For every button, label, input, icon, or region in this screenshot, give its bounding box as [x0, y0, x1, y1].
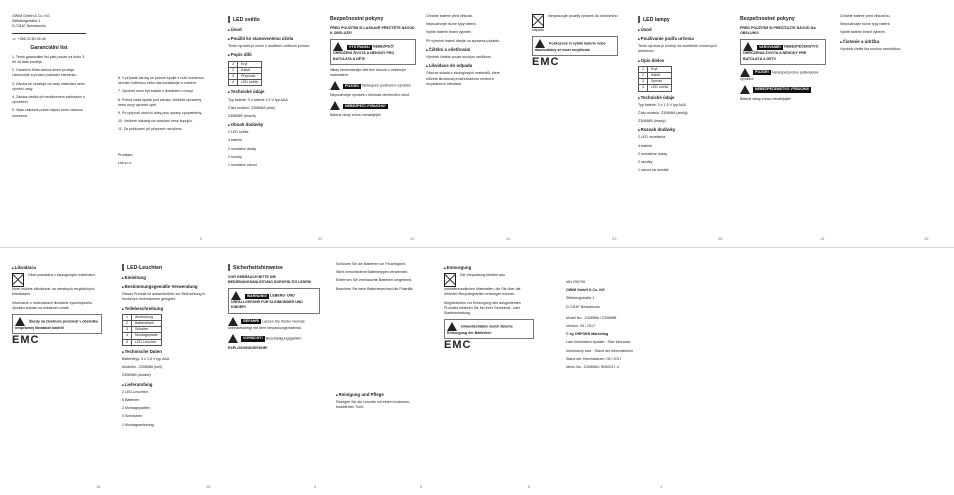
table-row: 3 Schalter	[123, 327, 162, 333]
address-line: D-74167 Neckarsulm	[566, 304, 600, 309]
table-row: 1 Kryt	[229, 61, 262, 67]
danger-row: GEFAHR! Lassen Sie Kinder niemals unbeaufsichtigt mit dem Verpackungsmaterial.	[228, 317, 320, 331]
safety-text: Nepoužívejte výrobek v blízkosti otevřeného ohně.	[330, 93, 411, 98]
intended-use-heading: ■ Používanie podľa určenia	[638, 36, 724, 42]
imprint-column	[566, 262, 666, 487]
emc-mark: EMC	[532, 56, 560, 69]
read-manual-note: PŘED POUŽITÍM SI LASKAVĚ PŘEČTĚTE NÁVOD K OBSLUZE!	[330, 26, 415, 36]
tech-row: Číslo modelu: Z30898A (lesklý)	[638, 110, 688, 115]
delivery-item: 1 návod na montáž	[638, 168, 669, 173]
battery-warning-text: Umweltschäden durch falsche Entsorgung der Batterien!	[447, 324, 513, 336]
warning-badge: VAROVANIE!	[759, 44, 782, 49]
ian-number: IAN 290799	[566, 280, 585, 284]
table-row: 4 LED světlo	[229, 80, 262, 86]
disposal-text: Möglichkeiten zur Entsorgung des ausgedienten Produkts erfahren Sie bei Ihrer Gemeinde- oder Stadtverwaltung.	[444, 300, 521, 315]
read-manual-note: PRED POUŽITÍM SI PREČÍTAJTE NÁVOD NA OBSLUHU!	[740, 26, 816, 36]
crossed-bin-icon	[12, 273, 24, 287]
address-line: D-74167 Neckarsulm	[12, 24, 46, 29]
parts-heading: ■ Teilebeschreibung	[122, 306, 212, 312]
seller-label: Prodejce:	[118, 152, 134, 157]
table-row: 3 Spínač	[639, 79, 672, 85]
guarantee-item: 11. Za poškození při přepravě neručíme.	[118, 127, 183, 132]
info-line: Stand der Informationen: 05 / 2017	[566, 356, 622, 361]
list-item: Chraňte baterie před vlhkostí.	[426, 14, 474, 18]
de-disposal-column	[444, 262, 534, 487]
page-number: 26	[718, 236, 723, 241]
disposal-text: Obal se skládá z ekologických materiálů, které můžete likvidovat prostřednictvím místních recyklačních středisek.	[426, 71, 500, 86]
warning-badge: VÝSTRAHA!	[349, 44, 370, 49]
delivery-item: 1 Montageanleitung	[122, 422, 154, 427]
explosion-warning: EXPLOSIONSGEFAHR!	[228, 345, 268, 350]
page-number: 18	[96, 484, 101, 489]
danger-row: NEBEZPEČÍ VÝBUCHU!	[330, 101, 416, 110]
guarantee-item: 1. Tento garanciální list platí pouze na dobu 3 let od data prodeje.	[12, 54, 85, 65]
danger-row: NEBEZPEČENSTVO VÝBUCHU!	[740, 85, 826, 94]
battery-warning-box	[532, 36, 618, 56]
info-line: Last Information Update · Stav informací	[566, 340, 631, 345]
sk-intro-column	[638, 14, 724, 239]
warning-badge: WARNUNG!	[247, 293, 268, 298]
safety-heading: Bezpečnostní pokyny	[330, 16, 384, 22]
sk-safety-column	[740, 14, 826, 239]
safety-text: Batérie nikdy znovu nenabíjajte!	[740, 97, 791, 102]
page-number: 12	[410, 236, 415, 241]
list-item: Vybité baterie ihned vyjměte.	[426, 30, 473, 35]
guarantee-column-cz	[12, 14, 86, 239]
disposal-text: Informácie o možnostiach likvidácie vysluhujúceho výrobku získate na miestnom úrade.	[12, 300, 93, 310]
safety-text: Nikdy nenechávejte děti bez dozoru s obalovým materiálem.	[330, 67, 407, 78]
delivery-item: 2 skrutky	[638, 160, 653, 165]
list-item: Beachten Sie beim Batteriewechsel die Polarität.	[336, 286, 414, 291]
delivery-item: 2 LED-Leuchten	[122, 389, 148, 394]
table-row: 1 Kryt	[639, 66, 672, 72]
de-care-column	[336, 262, 426, 487]
care-heading: ■ Reinigung und Pflege	[336, 392, 426, 398]
safety-heading: Sicherheitshinweise	[228, 264, 320, 272]
intended-use-text: Tento výrobok je určený na osvetlenie vnútorných priestorov.	[638, 44, 717, 54]
warning-icon	[330, 101, 340, 110]
battery-warning-text: Škody na životnom prostredí v dôsledku nesprávnej likvidácie batérií!	[15, 319, 99, 330]
tech-row: Typ baterie: 3 x baterie 1,5 V typ AAA	[228, 97, 288, 102]
warning-icon	[228, 317, 238, 326]
guarantee-item: 8. Pokud vada spadá pod záruku, obdržíte opravený nebo nový výrobek zpět.	[118, 97, 202, 107]
sk-care-column	[840, 14, 930, 239]
page-number: 13	[506, 236, 511, 241]
warning-text: LEBENS- UND UNFALLGEFAHR FÜR KLEINKINDER UND KINDER!	[231, 293, 303, 310]
warning-icon	[228, 334, 238, 343]
model-number: Model No.: Z30898A / Z30898B	[566, 315, 617, 320]
warning-icon	[15, 317, 25, 326]
page-number: 5	[420, 484, 423, 489]
battery-warning-box	[12, 314, 102, 334]
seller-text: Lidl s.r.o.	[118, 160, 133, 165]
delivery-item: 6 Batterien	[122, 397, 140, 402]
table-row: 4 LED svetlo	[639, 85, 672, 91]
guarantee-item: 10. Veškeré náklady na odeslání nese kupující.	[118, 119, 194, 124]
cz-intro-column	[228, 14, 314, 239]
address-line: OWIM GmbH & Co. KG	[566, 288, 605, 293]
list-item: Chráňte batérie pred vlhkosťou.	[840, 14, 891, 18]
page-number: 1	[660, 484, 663, 489]
list-item: Entfernen Sie verbrauchte Batterien umgehend.	[336, 278, 413, 283]
warning-box	[228, 288, 320, 313]
imprint: © by ORFGEN Marketing	[566, 332, 609, 337]
guarantee-item: 6. V případě záruky se prosím spojte s níže uvedenou servisní hotlinkou nebo nás kontaktujte e-mailem.	[118, 76, 204, 86]
parts-heading: ■ Popis dílů	[228, 52, 314, 58]
care-heading: ■ Čistenie a údržba	[840, 39, 930, 45]
delivery-item: 2 Montageplatten	[122, 406, 150, 411]
list-item: Nepoužívajte rôzne typy batérií.	[840, 22, 891, 27]
care-text: Výrobok čistite iba suchou handričkou.	[840, 46, 902, 51]
page-number: 9	[200, 236, 203, 241]
delivery-heading: ■ Lieferumfang	[122, 382, 212, 388]
warning-icon	[330, 81, 340, 90]
warning-icon	[535, 39, 545, 48]
intro-heading: ■ Úvod	[638, 27, 724, 33]
tech-row: Z30898B (dunkel)	[122, 373, 151, 378]
caution-row: POZOR! Nebezpečí poškození výrobku!	[330, 81, 416, 90]
tech-row: Batterietyp: 3 x 1,5 V typ AAA	[122, 356, 170, 361]
safety-text: Baterie nikdy znovu nenabíjejte!	[330, 113, 381, 118]
de-safety-column	[228, 262, 320, 487]
table-row: 1 Abdeckung	[123, 314, 162, 320]
table-row: 2 Kabel	[229, 67, 262, 73]
tech-row: Z30898B (tmavý)	[638, 119, 666, 124]
cz-disposal-column	[532, 14, 618, 239]
tech-row: Číslo modelu: Z30898A (lesk)	[228, 105, 276, 110]
tech-heading: ■ Technické údaje	[638, 95, 724, 101]
delivery-item: 2 montážne dosky	[638, 151, 668, 156]
address-line: OWIM GmbH & Co. KG	[12, 14, 50, 18]
hotline: ☏ +356 20 80 26 46	[12, 36, 46, 41]
intended-use-text: Tento výrobek je určen k osvětlení vnitřních prostor.	[228, 44, 310, 49]
sk-disposal-column	[12, 262, 102, 487]
battery-warning-text: Poškozené či vybité baterie nebo akumulátory se musí recyklovat.	[535, 41, 606, 53]
delivery-item: 2 šrouby	[228, 154, 242, 159]
page-number: 18	[206, 484, 211, 489]
page-number: 15	[924, 236, 929, 241]
intro-heading: ■ Úvod	[228, 27, 314, 33]
list-item: Nicht verschiedene Batterietypen verwenden.	[336, 270, 409, 275]
delivery-item: 2 montážní desky	[228, 146, 257, 151]
safety-heading: Bezpečnostné pokyny	[740, 16, 795, 22]
intended-use-text: Dieses Produkt ist ausschließlich zur Beleuchtung in trockenen Innenräumen geeignet.	[122, 292, 206, 302]
recycle-row: Nevyhazujte použitý výrobek do domovního odpadu.	[532, 14, 618, 32]
table-row: 2 Batteriefach	[123, 320, 162, 326]
list-item: Schützen Sie die Batterien vor Feuchtigkeit.	[336, 262, 406, 266]
caution-row: POZOR! Nebezpečenstvo poškodenia výrobku!	[740, 68, 826, 82]
disposal-heading: ■ Likvidácia	[12, 265, 102, 271]
disposal-heading: ■ Entsorgung	[444, 265, 534, 271]
page-number: 23	[612, 236, 617, 241]
emc-mark: EMC	[444, 339, 472, 352]
delivery-item: 4 batérie	[638, 143, 652, 148]
guarantee-heading: Garanciální list	[30, 44, 68, 51]
warning-box	[740, 39, 826, 64]
parts-table	[228, 61, 262, 87]
table-row: 4 Montageplatte	[123, 333, 162, 339]
table-row: 2 Kábel	[639, 72, 672, 78]
top-sheet	[0, 0, 954, 247]
delivery-item: 1 montážní návod	[228, 163, 257, 168]
guarantee-item: 5. Vaše zákonná práva nejsou touto zárukou omezena.	[12, 108, 83, 118]
delivery-item: 4 Schrauben	[122, 414, 143, 419]
guarantee-item: 9. Po uplynutí záruční doby jsou opravy zpoplatněny.	[118, 111, 203, 116]
version: Version: 05 / 2017	[566, 324, 595, 329]
section-title: LED lampy	[638, 16, 724, 24]
recycle-row: Die Verpackung besteht aus umweltfreundlichen Materialien, die Sie über die örtlichen Recyclingstellen entsorgen können.	[444, 273, 521, 297]
warning-icon	[740, 68, 750, 77]
read-manual-note: VOR GEBRAUCH BITTE DIE BEDIENUNGSANLEITUNG SORGFÄLTIG LESEN!	[228, 274, 312, 285]
warning-icon	[740, 85, 750, 94]
tech-heading: ■ Technické údaje	[228, 89, 314, 95]
warning-text: NEBEZPEČENSTVO OHROZENIA ŽIVOTA A NEHODY PRE BATOLATÁ A DETI!	[743, 44, 819, 61]
list-item: Nepoužívejte různé typy baterií.	[426, 22, 477, 27]
section-title: LED-Leuchten	[122, 264, 212, 272]
recycle-row: Obal pozostáva z ekologických materiálov, ktoré môžete zlikvidovať na miestnych recyklačných strediskách.	[12, 273, 96, 297]
list-item: Vybité batérie ihneď vyberte.	[840, 30, 886, 35]
warning-icon	[447, 322, 457, 331]
divider	[12, 33, 86, 34]
info-line: Informačný stav · Stand der Informationen	[566, 348, 634, 353]
warning-box	[330, 39, 416, 64]
address-line: Stiftsbergstraße 1	[12, 19, 41, 24]
guarantee-item: 4. Záruka zaniká při neodborném zacházení s výrobkem.	[12, 95, 85, 105]
tech-row: Typ batérie: 3 x 1,5 V typ AAA	[638, 102, 686, 107]
page-number: 6	[528, 484, 531, 489]
caution-row: VORSICHT! Beschädigungsgefahr!	[228, 334, 320, 343]
emc-mark: EMC	[12, 334, 40, 347]
tech-row: Modellnr.: Z30898A (hell)	[122, 365, 162, 370]
list-item: Při výměně baterií dbejte na správnou polaritu.	[426, 38, 501, 43]
page-number: 4	[314, 484, 317, 489]
care-heading: ■ Čištění a ošetřování	[426, 47, 512, 53]
intended-use-heading: ■ Použití ke stanovenému účelu	[228, 36, 314, 42]
crossed-bin-icon	[532, 14, 544, 28]
disposal-heading: ■ Likvidace do odpadu	[426, 63, 512, 69]
parts-table	[638, 66, 672, 92]
bottom-sheet	[0, 248, 954, 495]
cz-safety-column	[330, 14, 416, 239]
parts-heading: ■ Opis dielov	[638, 58, 724, 64]
intro-heading: ■ Einleitung	[122, 275, 212, 281]
de-intro-column	[122, 262, 212, 487]
cz-care-column	[426, 14, 512, 239]
parts-table	[122, 314, 162, 346]
section-title: LED světlo	[228, 16, 314, 24]
care-text: Výrobek čistěte pouze suchým hadříkem.	[426, 54, 492, 59]
care-text: Reinigen Sie die Leuchte mit einem trockenen, fusselfreien Tuch.	[336, 399, 411, 410]
info-line: Ident.-No.: Z30898A / B052017-4	[566, 365, 619, 370]
warning-icon	[231, 291, 241, 300]
guarantee-item: 2. Garanční lhůta začíná dnem prodeje. Uschovejte si prosím pokladní stvrzenku.	[12, 68, 78, 78]
crossed-bin-icon	[444, 273, 456, 287]
warning-text: NEBEZPEČÍ OHROŽENÍ ŽIVOTA A NEHODY PRO BATOLATA A DĚTI!	[333, 44, 395, 61]
guarantee-item: 7. Výrobek musí být zaslán s dokladem o koupi.	[118, 89, 195, 94]
tech-row: Z30898B (tmavá)	[228, 113, 256, 118]
intended-use-heading: ■ Bestimmungsgemäße Verwendung	[122, 284, 212, 290]
delivery-heading: ■ Obsah dodávky	[228, 122, 314, 128]
battery-warning-box	[444, 319, 534, 339]
delivery-heading: ■ Rozsah dodávky	[638, 127, 724, 133]
table-row: 5 LED-Leuchte	[123, 339, 162, 345]
guarantee-item: 3. Záruka se vztahuje na vady materiálu nebo výrobní vady.	[12, 81, 85, 91]
delivery-item: 2 LED osvetlenia	[638, 135, 666, 140]
table-row: 3 Přepínač	[229, 73, 262, 79]
tech-heading: ■ Technische Daten	[122, 349, 212, 355]
delivery-item: 2 LED světla	[228, 130, 249, 135]
delivery-item: 4 baterie	[228, 138, 242, 143]
address-line: Stiftsbergstraße 1	[566, 296, 595, 301]
page-number: 22	[318, 236, 323, 241]
page-number: 14	[820, 236, 825, 241]
